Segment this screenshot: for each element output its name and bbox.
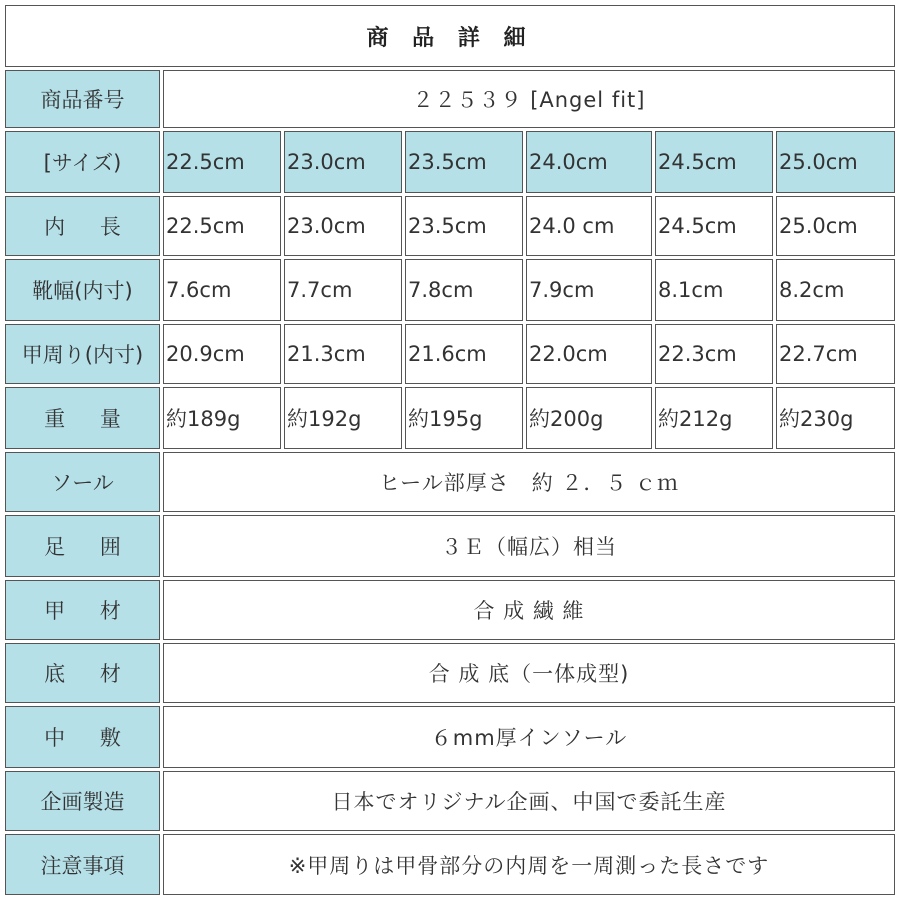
instep-girth-cell: 21.3cm	[284, 324, 402, 384]
instep-girth-cell: 21.6cm	[405, 324, 523, 384]
shoe-width-cell: 7.8cm	[405, 259, 523, 321]
foot-width-label: 足 囲	[5, 515, 160, 577]
shoe-width-cell: 8.1cm	[655, 259, 773, 321]
foot-width-value: ３Ｅ（幅広）相当	[163, 515, 895, 577]
notes-value: ※甲周りは甲骨部分の内周を一周測った長さです	[163, 834, 895, 895]
shoe-width-label: 靴幅(内寸)	[5, 259, 160, 321]
shoe-width-cell: 7.6cm	[163, 259, 281, 321]
shoe-width-cell: 7.7cm	[284, 259, 402, 321]
instep-girth-cell: 22.7cm	[776, 324, 895, 384]
product-number-label: 商品番号	[5, 70, 160, 128]
instep-girth-cell: 20.9cm	[163, 324, 281, 384]
product-number-value: ２２５３９ [Angel fit]	[163, 70, 895, 128]
inner-length-cell: 23.5cm	[405, 196, 523, 256]
inner-length-label: 内 長	[5, 196, 160, 256]
instep-girth-label: 甲周り(内寸)	[5, 324, 160, 384]
size-cell: 22.5cm	[163, 131, 281, 193]
upper-material-label: 甲 材	[5, 580, 160, 640]
size-cell: 23.5cm	[405, 131, 523, 193]
size-cell: 24.5cm	[655, 131, 773, 193]
shoe-width-cell: 8.2cm	[776, 259, 895, 321]
insole-label: 中 敷	[5, 706, 160, 768]
weight-cell: 約189g	[163, 387, 281, 449]
inner-length-cell: 22.5cm	[163, 196, 281, 256]
size-label: [サイズ)	[5, 131, 160, 193]
upper-material-value: 合 成 繊 維	[163, 580, 895, 640]
planning-value: 日本でオリジナル企画、中国で委託生産	[163, 771, 895, 831]
notes-label: 注意事項	[5, 834, 160, 895]
instep-girth-cell: 22.0cm	[526, 324, 652, 384]
weight-label: 重 量	[5, 387, 160, 449]
size-cell: 25.0cm	[776, 131, 895, 193]
inner-length-cell: 24.0 cm	[526, 196, 652, 256]
weight-cell: 約230g	[776, 387, 895, 449]
weight-cell: 約200g	[526, 387, 652, 449]
planning-label: 企画製造	[5, 771, 160, 831]
sole-value: ヒール部厚さ 約 ２．５ ｃｍ	[163, 452, 895, 512]
shoe-width-cell: 7.9cm	[526, 259, 652, 321]
inner-length-cell: 25.0cm	[776, 196, 895, 256]
weight-cell: 約195g	[405, 387, 523, 449]
sole-material-label: 底 材	[5, 643, 160, 703]
instep-girth-cell: 22.3cm	[655, 324, 773, 384]
page-title: 商 品 詳 細	[5, 5, 895, 67]
weight-cell: 約192g	[284, 387, 402, 449]
size-cell: 24.0cm	[526, 131, 652, 193]
weight-cell: 約212g	[655, 387, 773, 449]
sole-material-value: 合 成 底（一体成型)	[163, 643, 895, 703]
inner-length-cell: 24.5cm	[655, 196, 773, 256]
size-cell: 23.0cm	[284, 131, 402, 193]
insole-value: ６mm厚インソール	[163, 706, 895, 768]
inner-length-cell: 23.0cm	[284, 196, 402, 256]
sole-label: ソール	[5, 452, 160, 512]
